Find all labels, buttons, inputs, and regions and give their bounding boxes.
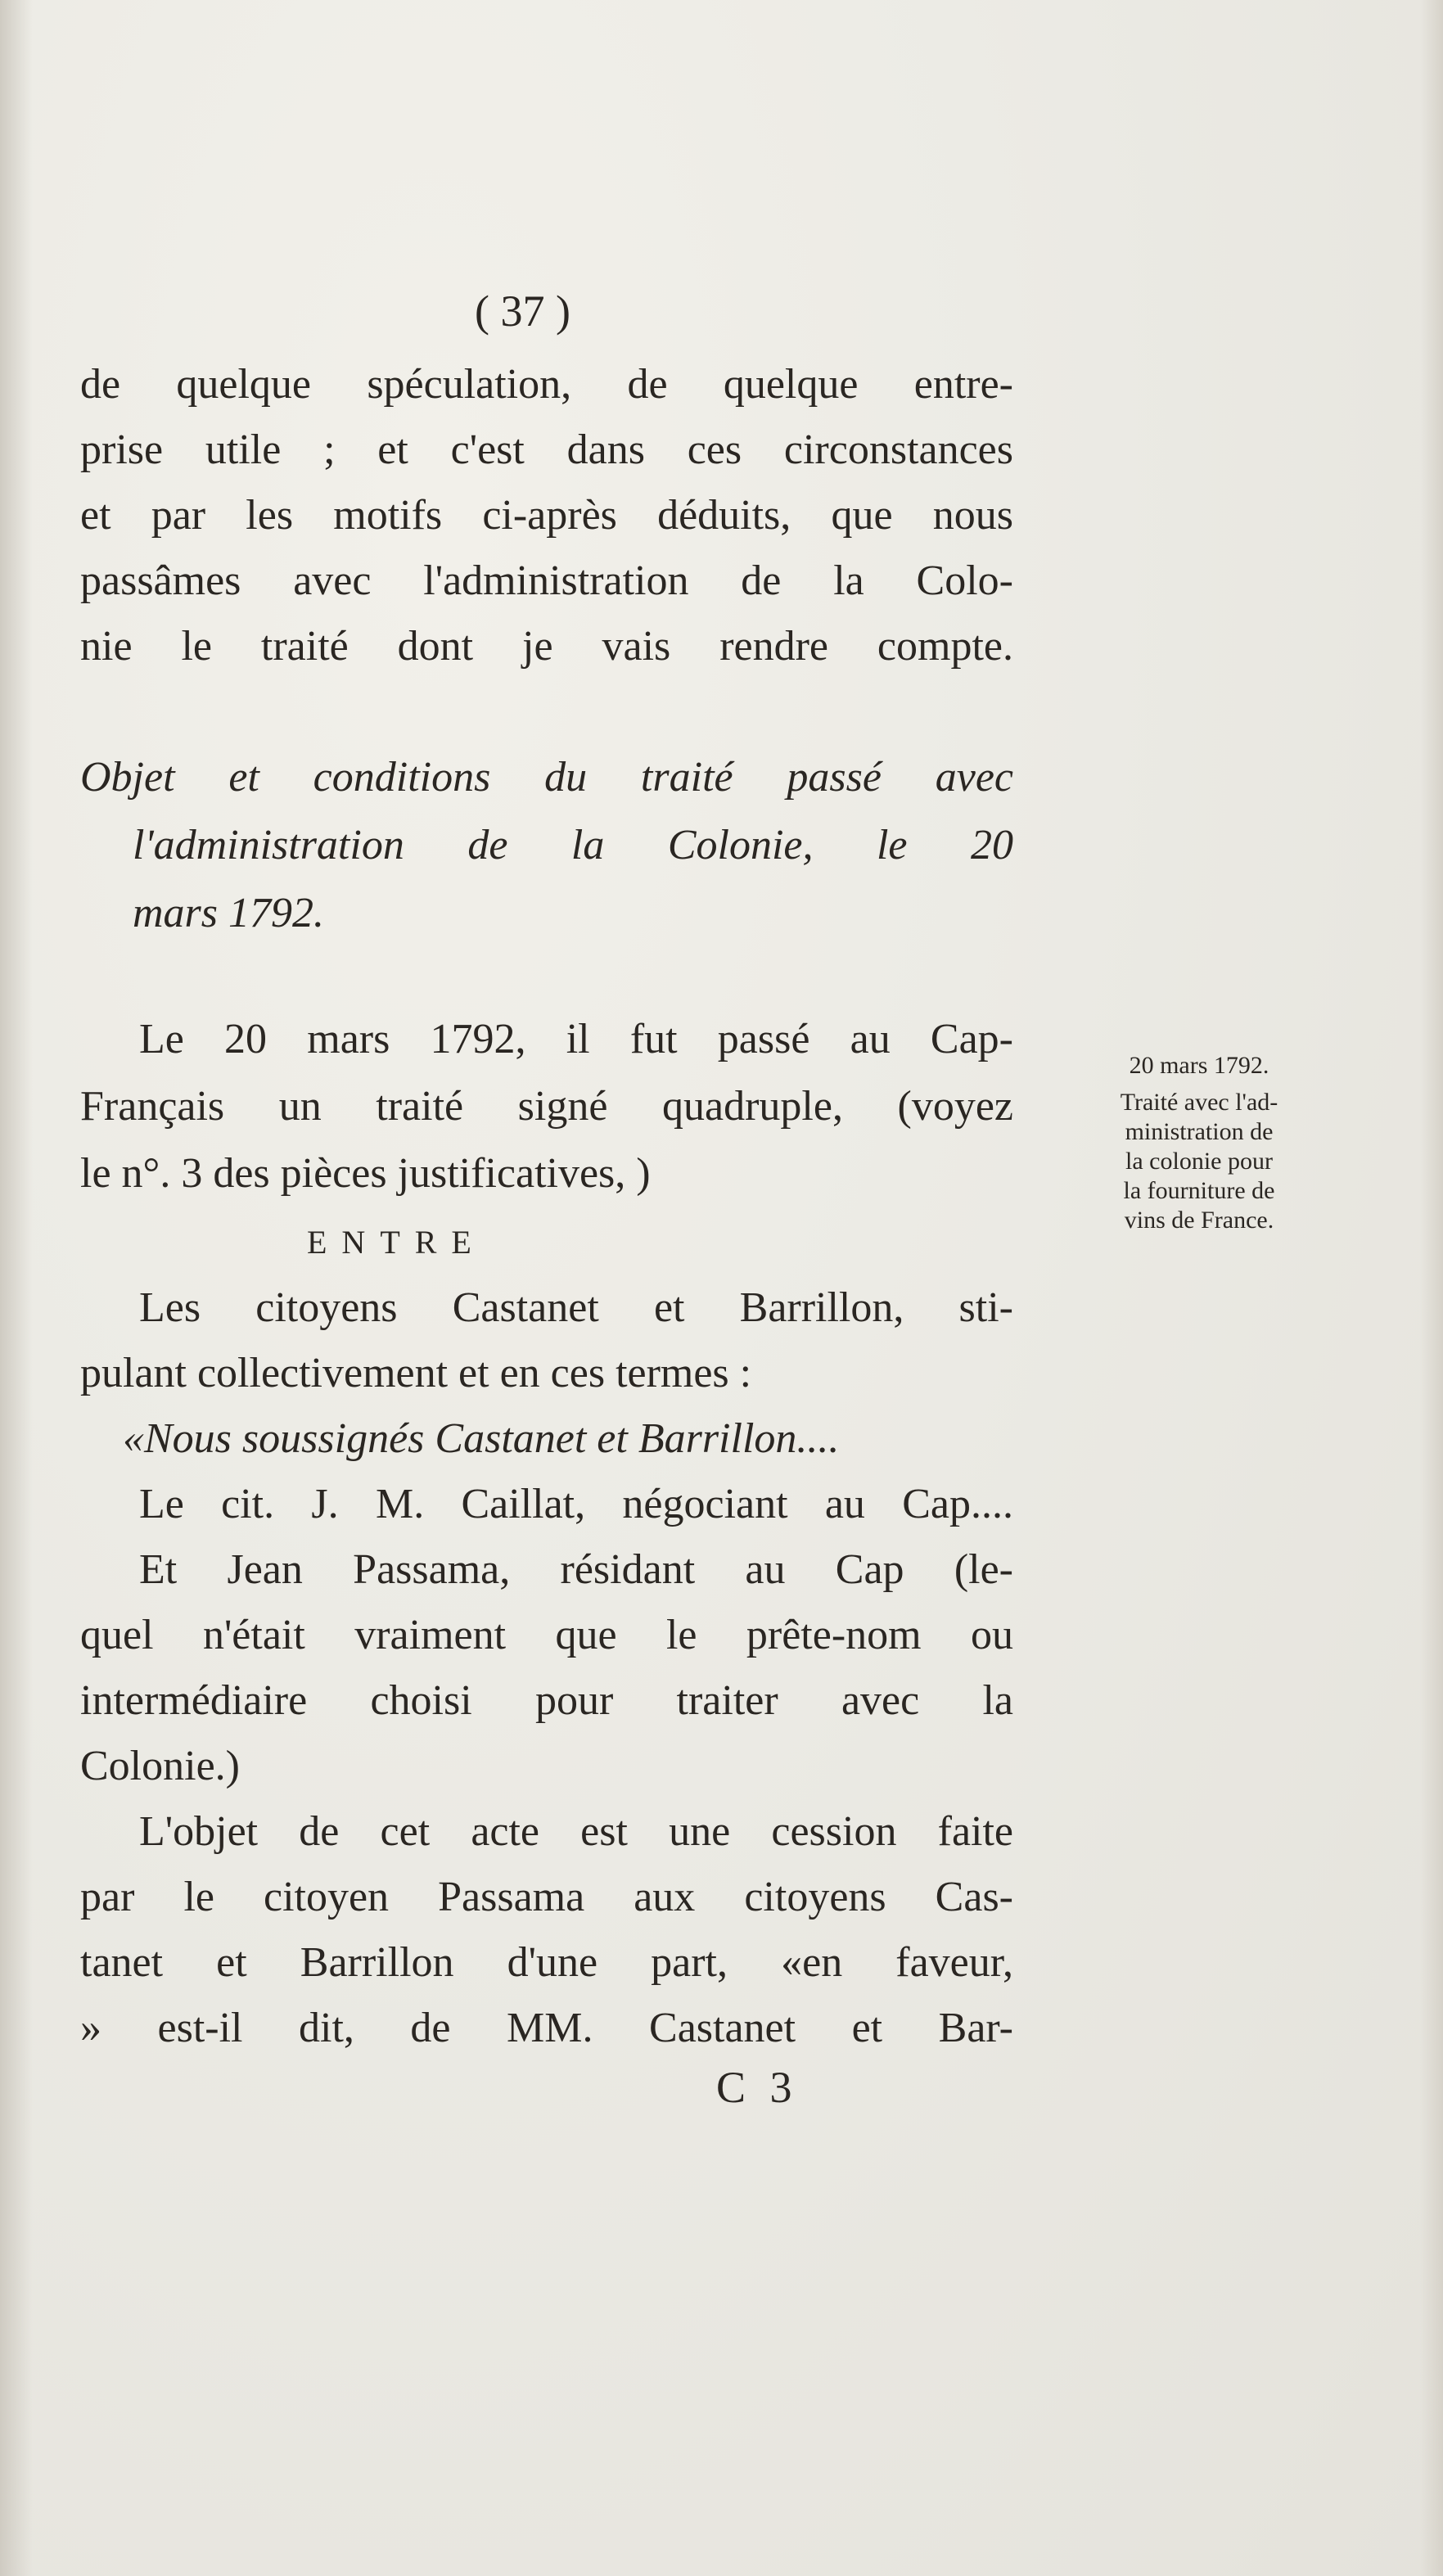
text-line: Le 20 mars 1792, il fut passé au Cap- (139, 1016, 1013, 1062)
text-line: «Nous soussignés Castanet et Barrillon.... (123, 1415, 840, 1462)
entre-heading: ENTRE (307, 1224, 486, 1261)
margin-note-line: la fourniture de (1123, 1177, 1275, 1204)
text-line: le n°. 3 des pièces justificatives, ) (80, 1150, 651, 1197)
signature-mark: C 3 (716, 2063, 799, 2112)
text-line: quel n'était vraiment que le prête-nom ou (80, 1612, 1013, 1658)
section-heading: l'administration de la Colonie, le 20 (133, 822, 1013, 868)
margin-note-line: vins de France. (1124, 1207, 1274, 1234)
text-line: L'objet de cet acte est une cession faite (139, 1808, 1013, 1855)
margin-note-line: ministration de (1125, 1118, 1274, 1145)
text-line: Les citoyens Castanet et Barrillon, sti- (139, 1284, 1013, 1331)
margin-note-line: la colonie pour (1125, 1148, 1273, 1175)
text-line: » est-il dit, de MM. Castanet et Bar- (80, 2005, 1013, 2051)
section-heading: mars 1792. (133, 890, 325, 936)
margin-note-line: Traité avec l'ad- (1120, 1089, 1278, 1116)
text-line: Le cit. J. M. Caillat, négociant au Cap.... (139, 1481, 1013, 1527)
text-line: intermédiaire choisi pour traiter avec la (80, 1677, 1013, 1724)
text-line: Français un traité signé quadruple, (voyez (80, 1083, 1013, 1130)
text-line: et par les motifs ci-après déduits, que nous (80, 492, 1013, 539)
page-number: ( 37 ) (475, 286, 570, 336)
margin-note-date: 20 mars 1792. (1129, 1052, 1269, 1079)
text-line: par le citoyen Passama aux citoyens Cas- (80, 1874, 1013, 1920)
text-line: nie le traité dont je vais rendre compte. (80, 623, 1013, 670)
text-line: de quelque spéculation, de quelque entre- (80, 361, 1013, 408)
text-line: tanet et Barrillon d'une part, «en faveur, (80, 1939, 1013, 1986)
text-line: pulant collectivement et en ces termes : (80, 1350, 752, 1396)
text-line: Et Jean Passama, résidant au Cap (le- (139, 1546, 1013, 1593)
text-line: prise utile ; et c'est dans ces circonstances (80, 426, 1013, 473)
section-heading: Objet et conditions du traité passé avec (80, 754, 1013, 801)
text-line: passâmes avec l'administration de la Colo- (80, 557, 1013, 604)
text-line: Colonie.) (80, 1743, 240, 1789)
